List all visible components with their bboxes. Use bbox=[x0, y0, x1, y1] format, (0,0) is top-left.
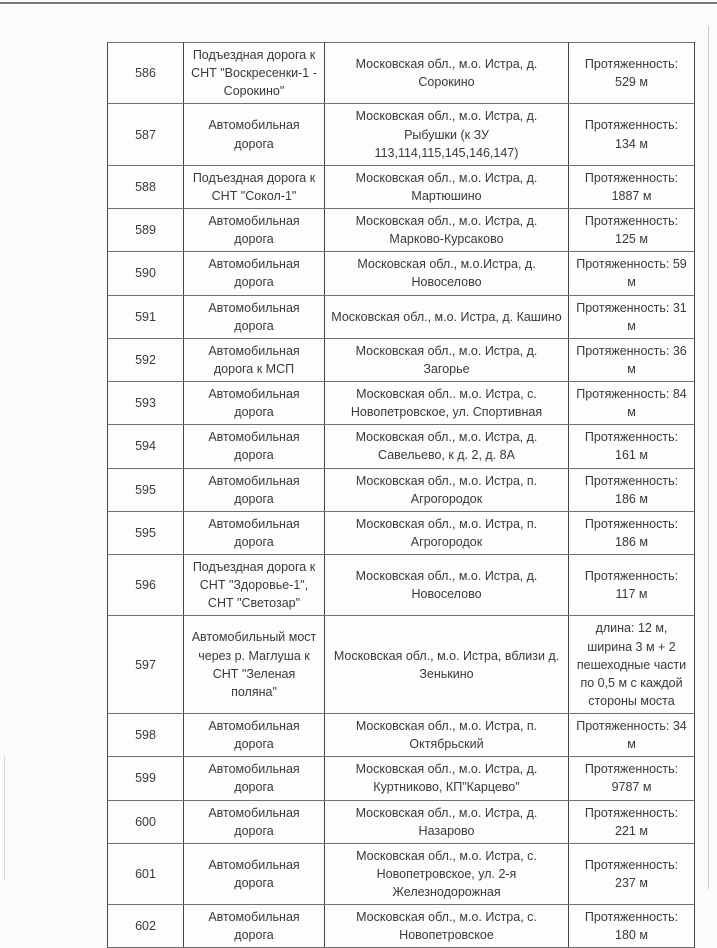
cell-row-number: 596 bbox=[108, 555, 184, 616]
cell-road-name: Автомобильная дорога bbox=[184, 468, 325, 511]
cell-road-location: Московская обл., м.о. Истра, п. Агрогородок bbox=[325, 511, 569, 554]
cell-road-name: Автомобильная дорога bbox=[184, 757, 325, 800]
cell-road-location: Московская обл., м.о. Истра, вблизи д. Зенькино bbox=[325, 616, 569, 714]
table-row bbox=[108, 295, 695, 338]
cell-road-length: Протяженность: 529 м bbox=[569, 43, 695, 104]
cell-road-location: Московская обл., м.о. Истра, д. Савельево, к д. 2, д. 8А bbox=[325, 425, 569, 468]
table-row bbox=[108, 338, 695, 381]
cell-road-length: Протяженность: 1887 м bbox=[569, 165, 695, 208]
cell-road-name: Автомобильная дорога bbox=[184, 425, 325, 468]
cell-road-location: Московская обл., м.о. Истра, д. Куртниково, КП"Карцево" bbox=[325, 757, 569, 800]
table-row bbox=[108, 843, 695, 904]
cell-road-location: Московская обл., м.о. Истра, п. Агрогородок bbox=[325, 468, 569, 511]
table-row bbox=[108, 252, 695, 295]
cell-row-number: 592 bbox=[108, 338, 184, 381]
cell-row-number: 601 bbox=[108, 843, 184, 904]
cell-road-location: Московская обл., м.о. Истра, п. Октябрьский bbox=[325, 714, 569, 757]
cell-road-name: Автомобильная дорога bbox=[184, 714, 325, 757]
cell-road-location: Московская обл., м.о. Истра, д. Загорье bbox=[325, 338, 569, 381]
table-row bbox=[108, 511, 695, 554]
cell-road-name: Автомобильная дорога bbox=[184, 843, 325, 904]
cell-road-length: Протяженность: 221 м bbox=[569, 800, 695, 843]
cell-road-name: Автомобильная дорога bbox=[184, 252, 325, 295]
cell-road-name: Автомобильная дорога bbox=[184, 209, 325, 252]
cell-road-name: Автомобильная дорога bbox=[184, 295, 325, 338]
table-row bbox=[108, 165, 695, 208]
cell-road-name: Автомобильный мост через р. Маглуша к СНТ "Зеленая поляна" bbox=[184, 616, 325, 714]
cell-row-number: 591 bbox=[108, 295, 184, 338]
cell-road-location: Московская обл., м.о. Истра, д. Сорокино bbox=[325, 43, 569, 104]
table-row bbox=[108, 43, 695, 104]
cell-row-number: 595 bbox=[108, 468, 184, 511]
cell-road-location: Московская обл., м.о. Истра, д. Назарово bbox=[325, 800, 569, 843]
table-row bbox=[108, 209, 695, 252]
cell-road-length: Протяженность: 186 м bbox=[569, 468, 695, 511]
cell-row-number: 602 bbox=[108, 905, 184, 948]
scan-artifact-top-line bbox=[0, 2, 717, 4]
cell-road-length: Протяженность: 9787 м bbox=[569, 757, 695, 800]
table-row bbox=[108, 905, 695, 948]
cell-row-number: 595 bbox=[108, 511, 184, 554]
cell-road-length: Протяженность: 117 м bbox=[569, 555, 695, 616]
table-row bbox=[108, 616, 695, 714]
cell-road-length: Протяженность: 161 м bbox=[569, 425, 695, 468]
cell-road-location: Московская обл.. м.о. Истра, с. Новопетровское, ул. Спортивная bbox=[325, 382, 569, 425]
cell-road-location: Московская обл., м.о.Истра, д. Новоселово bbox=[325, 252, 569, 295]
cell-row-number: 589 bbox=[108, 209, 184, 252]
cell-road-location: Московская обл., м.о. Истра, с. Новопетровское bbox=[325, 905, 569, 948]
scan-artifact-right-page-edge bbox=[708, 26, 709, 889]
cell-road-location: Московская обл., м.о. Истра, с. Новопетровское, ул. 2-я Железнодорожная bbox=[325, 843, 569, 904]
cell-row-number: 593 bbox=[108, 382, 184, 425]
cell-road-length: Протяженность: 31 м bbox=[569, 295, 695, 338]
cell-road-name: Подъездная дорога к СНТ "Сокол-1" bbox=[184, 165, 325, 208]
cell-road-name: Автомобильная дорога bbox=[184, 905, 325, 948]
cell-road-location: Московская обл., м.о. Истра, д. Новоселово bbox=[325, 555, 569, 616]
cell-row-number: 598 bbox=[108, 714, 184, 757]
table-row bbox=[108, 757, 695, 800]
cell-row-number: 588 bbox=[108, 165, 184, 208]
cell-row-number: 600 bbox=[108, 800, 184, 843]
cell-road-name: Автомобильная дорога bbox=[184, 800, 325, 843]
table-row bbox=[108, 425, 695, 468]
cell-road-length: Протяженность: 186 м bbox=[569, 511, 695, 554]
cell-road-name: Автомобильная дорога к МСП bbox=[184, 338, 325, 381]
table-row bbox=[108, 468, 695, 511]
cell-row-number: 599 bbox=[108, 757, 184, 800]
cell-road-length: Протяженность: 59 м bbox=[569, 252, 695, 295]
cell-road-length: Протяженность: 180 м bbox=[569, 905, 695, 948]
cell-road-length: длина: 12 м, ширина 3 м + 2 пешеходные части по 0,5 м с каждой стороны моста bbox=[569, 616, 695, 714]
cell-road-name: Подъездная дорога к СНТ "Здоровье-1", СНТ "Светозар" bbox=[184, 555, 325, 616]
table-row bbox=[108, 104, 695, 165]
cell-road-name: Подъездная дорога к СНТ "Воскресенки-1 - Сорокино" bbox=[184, 43, 325, 104]
cell-road-location: Московская обл., м.о. Истра, д. Кашино bbox=[325, 295, 569, 338]
cell-road-length: Протяженность: 36 м bbox=[569, 338, 695, 381]
table-row bbox=[108, 800, 695, 843]
scan-artifact-left-page-edge bbox=[4, 756, 5, 881]
cell-road-length: Протяженность: 134 м bbox=[569, 104, 695, 165]
cell-road-location: Московская обл., м.о. Истра, д. Марково-Курсаково bbox=[325, 209, 569, 252]
table-row bbox=[108, 555, 695, 616]
cell-row-number: 586 bbox=[108, 43, 184, 104]
cell-road-length: Протяженность: 34 м bbox=[569, 714, 695, 757]
cell-road-name: Автомобильная дорога bbox=[184, 511, 325, 554]
cell-road-length: Протяженность: 84 м bbox=[569, 382, 695, 425]
cell-row-number: 594 bbox=[108, 425, 184, 468]
cell-row-number: 587 bbox=[108, 104, 184, 165]
cell-road-location: Московская обл., м.о. Истра, д. Мартюшино bbox=[325, 165, 569, 208]
cell-road-name: Автомобильная дорога bbox=[184, 382, 325, 425]
cell-road-length: Протяженность: 237 м bbox=[569, 843, 695, 904]
roads-register-table bbox=[107, 42, 695, 948]
cell-road-name: Автомобильная дорога bbox=[184, 104, 325, 165]
road-table-body bbox=[108, 43, 695, 948]
table-row bbox=[108, 714, 695, 757]
table-row bbox=[108, 382, 695, 425]
cell-row-number: 590 bbox=[108, 252, 184, 295]
cell-road-location: Московская обл., м.о. Истра, д. Рыбушки (к ЗУ 113,114,115,145,146,147) bbox=[325, 104, 569, 165]
cell-row-number: 597 bbox=[108, 616, 184, 714]
cell-road-length: Протяженность: 125 м bbox=[569, 209, 695, 252]
